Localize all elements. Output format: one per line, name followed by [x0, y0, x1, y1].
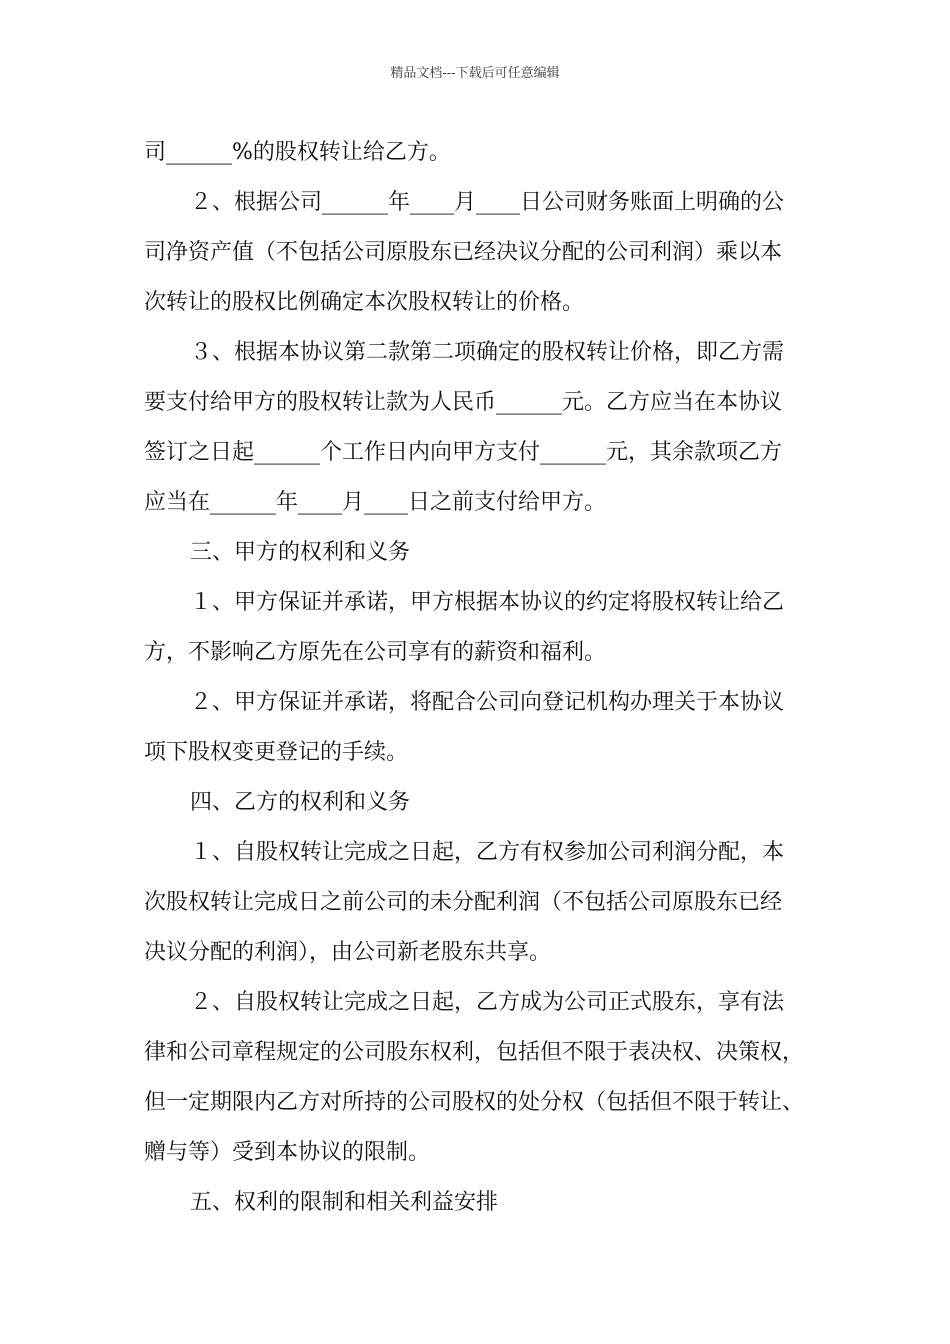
- text-line: ２、甲方保证并承诺，将配合公司向登记机构办理关于本协议: [190, 690, 785, 715]
- text-line: 次转让的股权比例确定本次股权转让的价格。: [144, 290, 585, 315]
- text-line: 司净资产值（不包括公司原股东已经决议分配的公司利润）乘以本: [144, 240, 783, 265]
- text-line: 但一定期限内乙方对所持的公司股权的处分权（包括但不限于转让、: [144, 1090, 805, 1115]
- section-heading: 五、权利的限制和相关利益安排: [190, 1190, 499, 1215]
- text-line: 司______%的股权转让给乙方。: [144, 140, 451, 165]
- text-line: 决议分配的利润），由公司新老股东共享。: [144, 940, 552, 965]
- text-line: 签订之日起______个工作日内向甲方支付______元，其余款项乙方: [144, 440, 783, 465]
- text-line: ２、根据公司______年____月____日公司财务账面上明确的公: [190, 190, 785, 215]
- page-header: 精品文档---下载后可任意编辑: [390, 66, 560, 81]
- text-line: １、自股权转让完成之日起，乙方有权参加公司利润分配，本: [190, 840, 785, 865]
- text-line: 项下股权变更登记的手续。: [144, 740, 409, 765]
- section-heading: 四、乙方的权利和义务: [190, 790, 411, 815]
- text-line: 次股权转让完成日之前公司的未分配利润（不包括公司原股东已经: [144, 890, 783, 915]
- text-line: 要支付给甲方的股权转让款为人民币______元。乙方应当在本协议: [144, 390, 783, 415]
- text-line: 应当在______年____月____日之前支付给甲方。: [144, 490, 607, 515]
- text-line: ３、根据本协议第二款第二项确定的股权转让价格，即乙方需: [190, 340, 785, 365]
- text-line: 律和公司章程规定的公司股东权利，包括但不限于表决权、决策权，: [144, 1040, 805, 1065]
- text-line: ２、自股权转让完成之日起，乙方成为公司正式股东，享有法: [190, 990, 785, 1015]
- text-line: 赠与等）受到本协议的限制。: [144, 1140, 431, 1165]
- text-line: １、甲方保证并承诺，甲方根据本协议的约定将股权转让给乙: [190, 590, 785, 615]
- text-line: 方，不影响乙方原先在公司享有的薪资和福利。: [144, 640, 607, 665]
- document-body: [144, 128, 836, 1228]
- section-heading: 三、甲方的权利和义务: [190, 540, 411, 565]
